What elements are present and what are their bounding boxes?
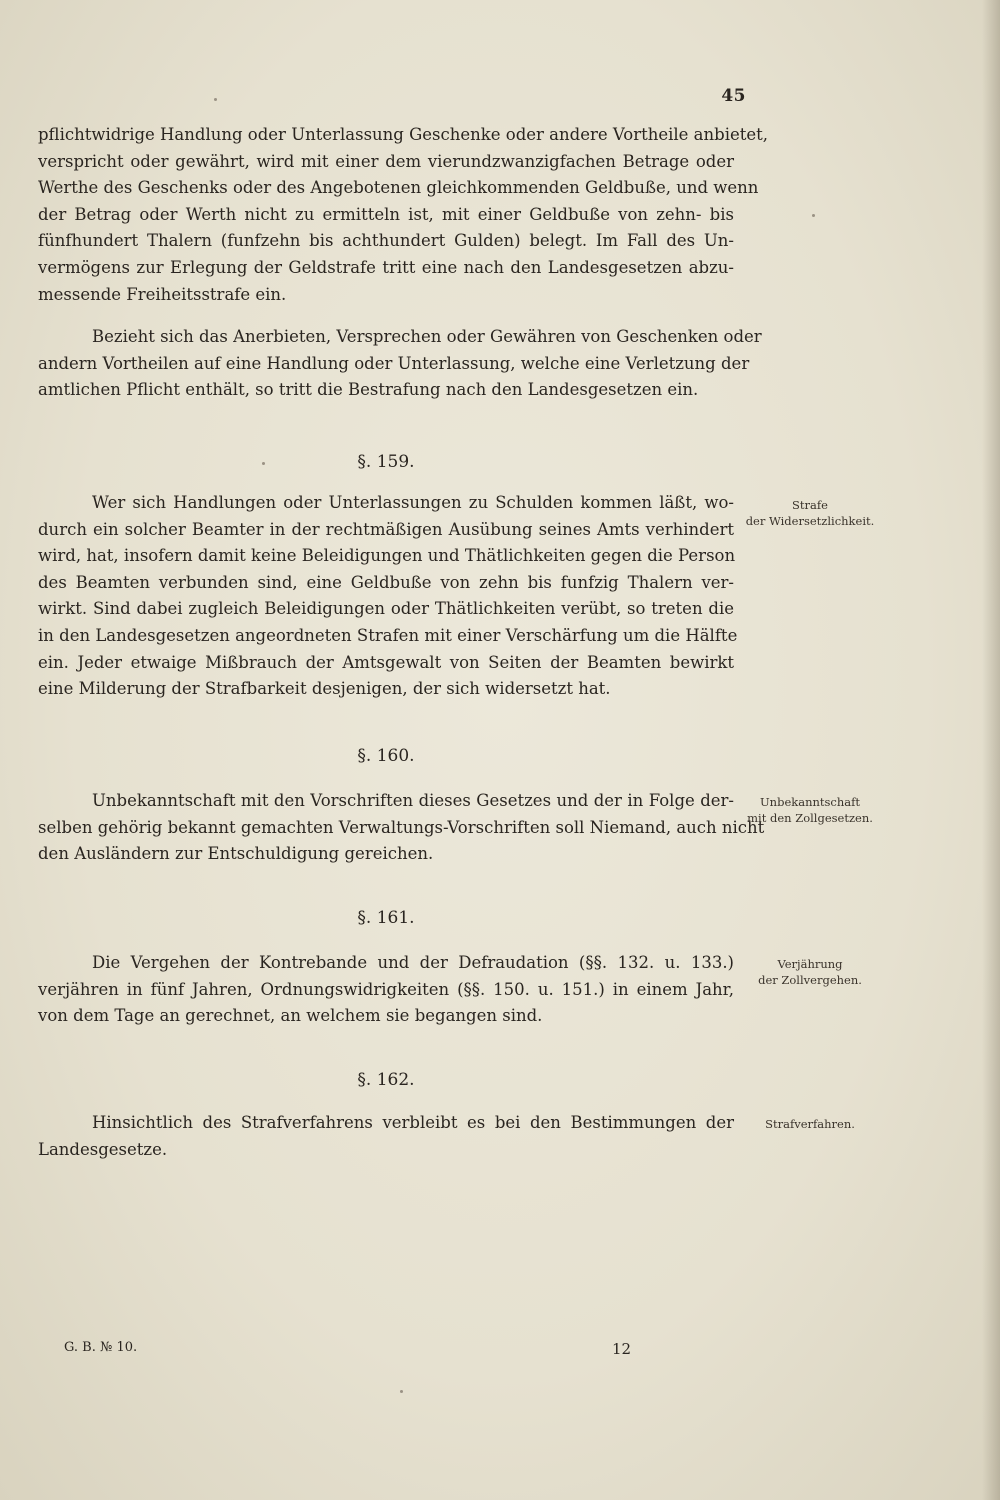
text-line: vermögens zur Erlegung der Geldstrafe tritt eine nach den Landesgesetzen abzu- — [38, 257, 734, 277]
margin-note-line: mit den Zollgesetzen. — [747, 811, 873, 825]
footer-sheet-number: 12 — [612, 1340, 632, 1358]
text-line: amtlichen Pflicht enthält, so tritt die Bestrafung nach den Landesgesetzen ein. — [38, 380, 699, 400]
section-body-161 — [38, 950, 734, 1030]
section-body-162 — [38, 1110, 734, 1163]
text-line: selben gehörig bekannt gemachten Verwaltungs-Vorschriften soll Niemand, auch nicht — [38, 817, 765, 837]
text-line: wird, hat, insofern damit keine Beleidigungen und Thätlichkeiten gegen die Person — [38, 546, 736, 566]
text-line: in den Landesgesetzen angeordneten Strafen mit einer Verschärfung um die Hälfte — [38, 625, 738, 645]
section-heading-159: §. 159. — [357, 452, 415, 472]
text-line: verjähren in fünf Jahren, Ordnungswidrigkeiten (§§. 150. u. 151.) in einem Jahr, — [38, 979, 734, 999]
section-body-159 — [38, 490, 738, 703]
section-body-160 — [38, 788, 765, 868]
text-line: andern Vortheilen auf eine Handlung oder Unterlassung, welche eine Verletzung der — [38, 353, 750, 373]
text-line: von dem Tage an gerechnet, an welchem sie begangen sind. — [38, 1006, 543, 1026]
footer-signature: G. B. № 10. — [64, 1340, 138, 1355]
text-line: fünfhundert Thalern (funfzehn bis achthundert Gulden) belegt. Im Fall des Un- — [38, 231, 734, 251]
text-line: Unbekanntschaft mit den Vorschriften dieses Gesetzes und der in Folge der- — [92, 791, 734, 810]
scan-speck — [214, 98, 217, 101]
text-line: der Betrag oder Werth nicht zu ermitteln ist, mit einer Geldbuße von zehn- bis — [38, 204, 734, 224]
text-line: Bezieht sich das Anerbieten, Versprechen oder Gewähren von Geschenken oder — [92, 327, 762, 346]
text-line: pflichtwidrige Handlung oder Unterlassung Geschenke oder andere Vortheile anbietet, — [38, 125, 769, 144]
text-line: wirkt. Sind dabei zugleich Beleidigungen oder Thätlichkeiten verübt, so treten die — [38, 599, 734, 619]
text-line: eine Milderung der Strafbarkeit desjenigen, der sich widersetzt hat. — [38, 679, 611, 699]
paragraph-continuation — [38, 122, 769, 308]
text-line: Werthe des Geschenks oder des Angebotenen gleichkommenden Geldbuße, und wenn — [38, 178, 759, 198]
margin-note-line: der Zollvergehen. — [758, 973, 862, 987]
section-heading-160: §. 160. — [357, 746, 415, 766]
margin-note-line: Strafverfahren. — [765, 1117, 855, 1131]
text-line: verspricht oder gewährt, wird mit einer dem vierundzwanzigfachen Betrage oder — [38, 151, 734, 171]
text-line: des Beamten verbunden sind, eine Geldbuße von zehn bis funfzig Thalern ver- — [38, 572, 734, 592]
text-line: Landesgesetze. — [38, 1139, 168, 1159]
page-number: 45 — [721, 86, 746, 106]
paragraph-bribery — [38, 324, 762, 404]
text-line: Wer sich Handlungen oder Unterlassungen zu Schulden kommen läßt, wo- — [92, 493, 734, 512]
scan-speck — [812, 214, 815, 217]
scan-speck — [262, 462, 265, 465]
section-heading-162: §. 162. — [357, 1070, 415, 1090]
text-line: ein. Jeder etwaige Mißbrauch der Amtsgewalt von Seiten der Beamten bewirkt — [38, 652, 734, 672]
text-line: den Ausländern zur Entschuldigung gereichen. — [38, 844, 434, 864]
margin-note-160 — [740, 794, 880, 826]
section-heading-161: §. 161. — [357, 908, 415, 928]
margin-note-line: Strafe — [792, 498, 828, 512]
scan-speck — [400, 1390, 403, 1393]
margin-note-162 — [740, 1116, 880, 1132]
page-edge-shadow — [982, 0, 1000, 1500]
text-line: messende Freiheitsstrafe ein. — [38, 284, 287, 304]
margin-note-159 — [740, 497, 880, 529]
margin-note-line: der Widersetzlichkeit. — [745, 514, 875, 528]
text-line: Hinsichtlich des Strafverfahrens verbleibt es bei den Bestimmungen der — [92, 1113, 734, 1132]
text-line: durch ein solcher Beamter in der rechtmäßigen Ausübung seines Amts verhindert — [38, 519, 734, 539]
margin-note-line: Verjährung — [777, 957, 843, 971]
margin-note-line: Unbekanntschaft — [759, 795, 860, 809]
margin-note-161 — [740, 956, 880, 988]
text-line: Die Vergehen der Kontrebande und der Defraudation (§§. 132. u. 133.) — [92, 953, 734, 972]
